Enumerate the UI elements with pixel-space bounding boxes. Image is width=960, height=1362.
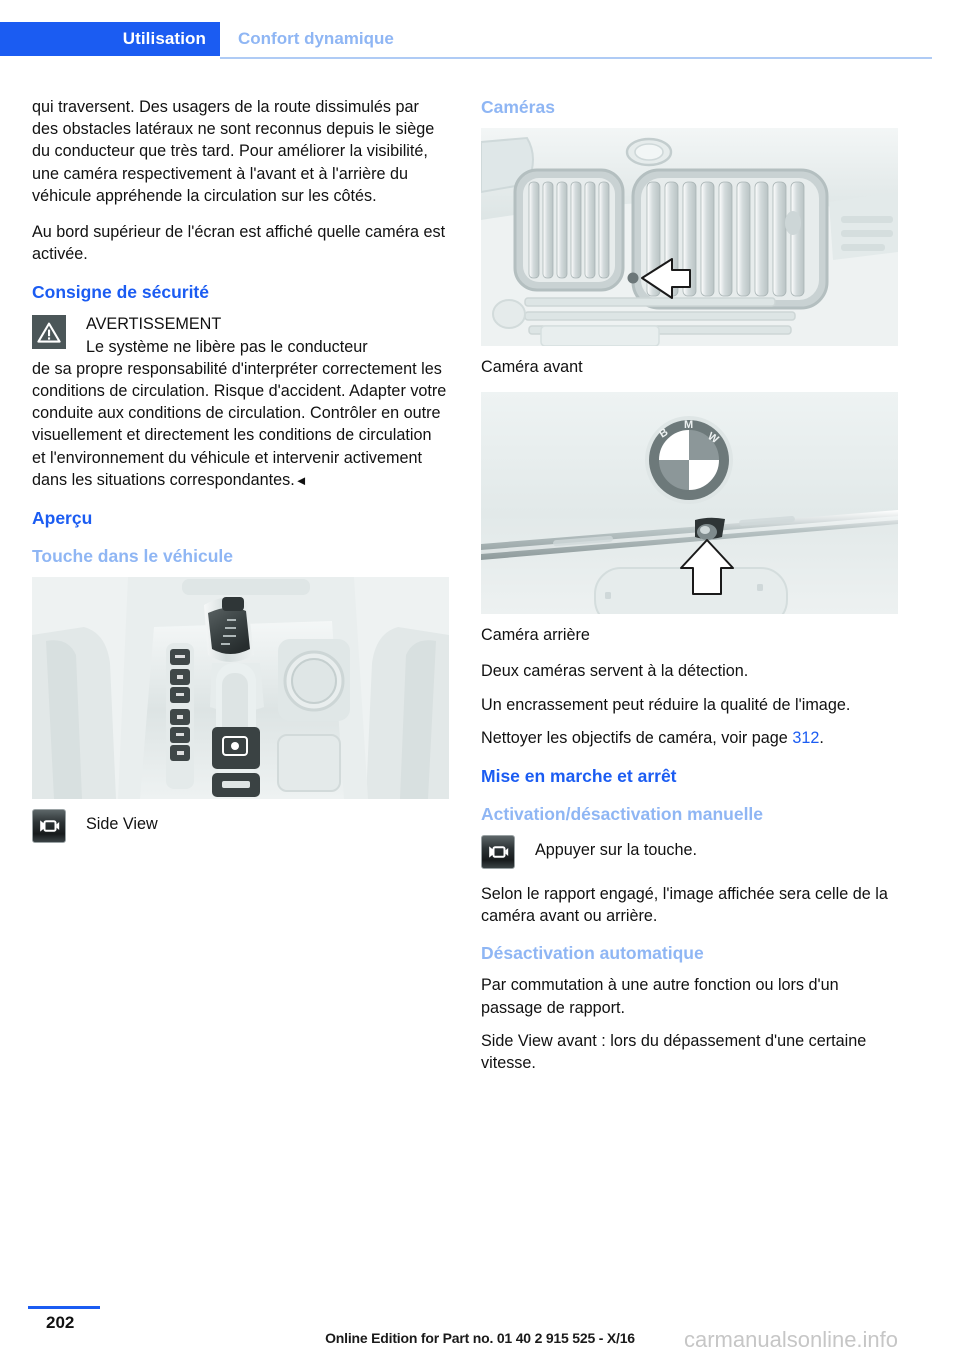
site-watermark: carmanualsonline.info bbox=[684, 1327, 899, 1352]
warning-body-text: de sa propre responsabilité d'interpréter correctement les conditions de circulation. Risque d'accident. Adapter votre conduite aux conditions de circulation. Contrôler en outre visuellement et directement les conditions de circulation et l'environnement du véhicule et intervenir activement dans les situations correspondantes. bbox=[32, 359, 447, 489]
edition-notice: Online Edition for Part no. 01 40 2 915 525 - X/16 bbox=[325, 1330, 635, 1346]
footer-divider bbox=[28, 1306, 100, 1309]
svg-text:M: M bbox=[684, 419, 694, 432]
side-view-camera-icon bbox=[481, 835, 515, 869]
clean-lens-paragraph bbox=[481, 727, 898, 749]
svg-text:B: B bbox=[657, 426, 671, 441]
detection-paragraph: Deux caméras servent à la détection. bbox=[481, 662, 749, 681]
warning-end-marker: ◄ bbox=[294, 472, 308, 488]
front-camera-figure bbox=[481, 128, 898, 346]
in-vehicle-button-heading: Touche dans le véhicule bbox=[32, 546, 233, 567]
page-number: 202 bbox=[46, 1313, 75, 1332]
auto-off-paragraph: Par commutation à une autre fonction ou lors d'un passage de rapport. bbox=[481, 976, 839, 1017]
front-camera-caption: Caméra avant bbox=[481, 358, 583, 376]
warning-block bbox=[32, 313, 449, 491]
side-view-button-row bbox=[32, 809, 449, 843]
press-button-row bbox=[481, 835, 898, 869]
screen-display-paragraph: Au bord supérieur de l'écran est affiché quelle caméra est activée. bbox=[32, 223, 446, 264]
warning-title: AVERTISSEMENT bbox=[86, 315, 222, 334]
warning-triangle-icon bbox=[32, 315, 66, 349]
dirt-paragraph: Un encrassement peut réduire la qualité de l'image. bbox=[481, 695, 851, 714]
press-button-icon-slot bbox=[481, 835, 515, 869]
rear-camera-figure bbox=[481, 392, 898, 614]
gear-dependency-paragraph: Selon le rapport engagé, l'image affichée sera celle de la caméra avant ou arrière. bbox=[481, 885, 888, 926]
side-view-label: Side View bbox=[86, 815, 158, 834]
rear-camera-caption: Caméra arrière bbox=[481, 626, 590, 645]
center-console-figure bbox=[32, 577, 449, 799]
header-section-label: Confort dynamique bbox=[238, 29, 394, 48]
cameras-heading: Caméras bbox=[481, 97, 555, 117]
warning-first-line: Le système ne libère pas le conducteur bbox=[86, 337, 368, 356]
svg-text:W: W bbox=[705, 430, 721, 447]
intro-paragraph: qui traversent. Des usagers de la route dissimulés par des obstacles latéraux ne sont reconnus depuis le siège du conducteur que très tard. Pour améliorer la visibilité, une caméra respectivement à l'avant et à l'arrière du véhicule appréhende la circulation sur les côtés. bbox=[32, 98, 435, 205]
side-view-icon-slot bbox=[32, 809, 66, 843]
warning-body bbox=[32, 358, 449, 491]
side-view-camera-icon bbox=[32, 809, 66, 843]
manual-activation-heading: Activation/désactivation manuelle bbox=[481, 804, 764, 825]
left-column bbox=[32, 96, 449, 857]
onoff-heading: Mise en marche et arrêt bbox=[481, 766, 677, 787]
press-button-text: Appuyer sur la touche. bbox=[535, 841, 697, 860]
header-divider bbox=[220, 57, 932, 59]
page-header bbox=[0, 22, 960, 62]
header-chapter-chip bbox=[0, 22, 220, 56]
clean-lens-text: Nettoyer les objectifs de caméra, voir page bbox=[481, 728, 793, 747]
header-chapter-label: Utilisation bbox=[122, 29, 206, 48]
page-reference-link[interactable]: 312 bbox=[792, 728, 820, 747]
clean-lens-period: . bbox=[819, 728, 824, 747]
auto-off-heading: Désactivation automatique bbox=[481, 943, 704, 964]
overview-heading: Aperçu bbox=[32, 508, 93, 529]
safety-heading: Consigne de sécurité bbox=[32, 282, 209, 303]
right-column bbox=[481, 96, 898, 1085]
speed-threshold-paragraph: Side View avant : lors du dépassement d'une certaine vitesse. bbox=[481, 1031, 867, 1073]
